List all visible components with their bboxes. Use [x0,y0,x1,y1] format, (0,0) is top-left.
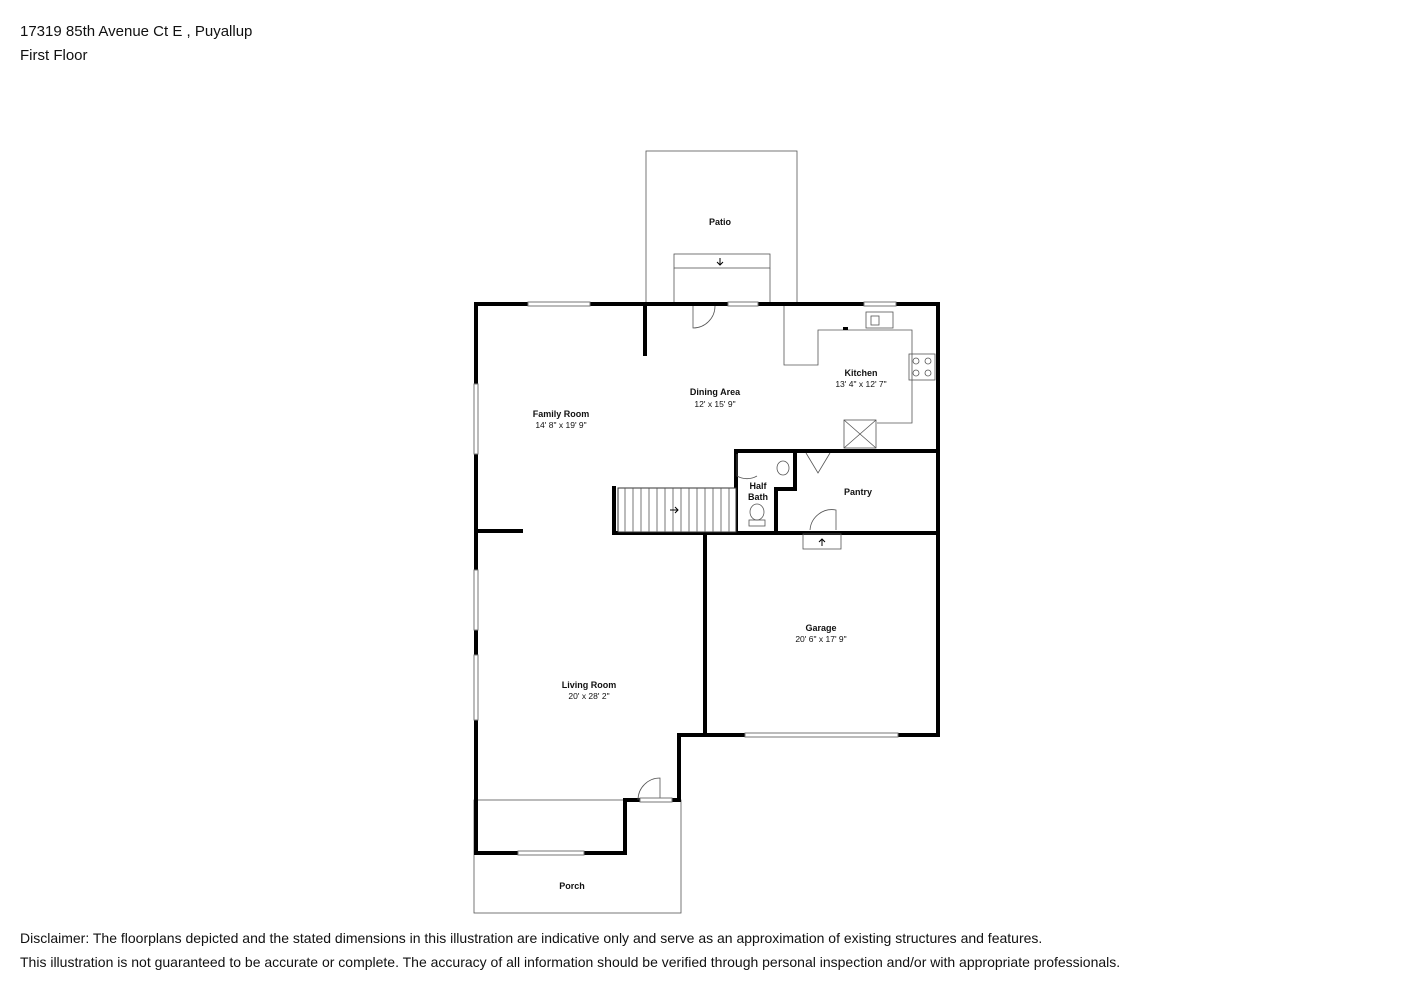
room-dims-garage: 20' 6" x 17' 9" [795,634,847,644]
room-name-garage: Garage [805,623,837,633]
bath-sink-icon [777,461,789,475]
room-dims-living: 20' x 28' 2" [568,691,610,701]
porch-outline [474,800,681,913]
room-dims-dining: 12' x 15' 9" [694,399,736,409]
floor-label: First Floor [20,47,88,64]
patio-step-arrow-icon [717,258,723,265]
room-name-kitchen: Kitchen [844,368,878,378]
room-name-patio: Patio [708,217,732,227]
patio-step [674,254,770,268]
room-name-dining: Dining Area [689,387,741,397]
patio-outline [646,151,797,304]
room-dims-kitchen: 13' 4" x 12' 7" [835,379,887,389]
room-name-porch: Porch [559,881,585,891]
toilet-icon [749,520,765,526]
doors [638,306,841,802]
disclaimer-line-2: This illustration is not guaranteed to be accurate or complete. The accuracy of all information should be verified through personal inspection and/or with appropriate professionals. [20,954,1121,970]
sink-icon [866,312,893,328]
address-title: 17319 85th Avenue Ct E , Puyallup [20,23,253,40]
stove-icon [909,354,935,380]
stairs [618,488,736,532]
room-name-living: Living Room [561,680,617,690]
room-name-half-bath-line2: Bath [748,492,768,502]
room-name-pantry: Pantry [843,487,873,497]
room-dims-family: 14' 8" x 19' 9" [535,420,587,430]
disclaimer-line-1: Disclaimer: The floorplans depicted and the stated dimensions in this illustration are indicative only and serve as an approximation of existing structures and features. [20,930,1043,946]
room-name-half-bath-line1: Half [749,481,767,491]
room-name-family: Family Room [532,409,590,419]
